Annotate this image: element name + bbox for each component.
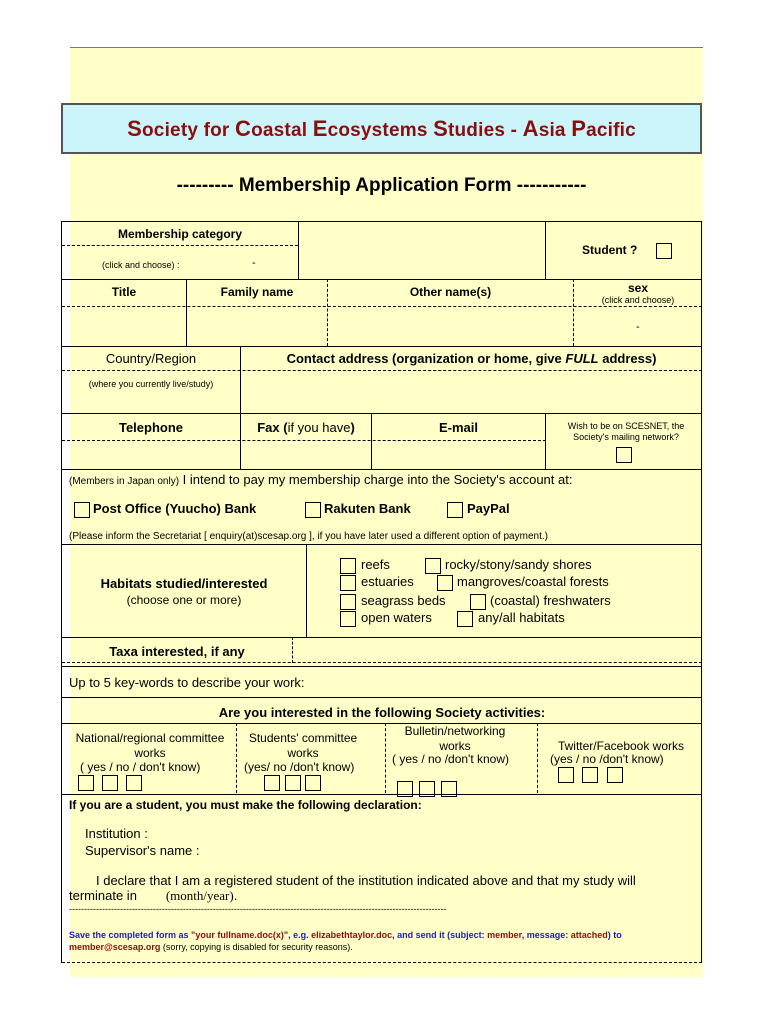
student-checkbox[interactable] [656, 243, 672, 259]
habitat-checkbox[interactable] [437, 575, 453, 591]
dashed-rule [62, 245, 298, 246]
keywords-label: Up to 5 key-words to describe your work: [69, 675, 305, 690]
row-border [61, 413, 702, 414]
cell-border [385, 723, 386, 793]
declaration-heading: If you are a student, you must make the following declaration: [69, 798, 422, 812]
family-name-label: Family name [220, 285, 294, 299]
society-name [127, 116, 636, 142]
telephone-label: Telephone [118, 420, 184, 435]
cell-border [186, 279, 187, 346]
habitat-label: mangroves/coastal forests [457, 574, 609, 589]
society-name-part: S [433, 115, 448, 141]
footer-text: , and send it (subject: [392, 930, 488, 940]
row-border [61, 544, 702, 545]
row-border [61, 346, 702, 347]
row-border [61, 469, 702, 470]
habitat-label: reefs [361, 557, 390, 572]
habitat-checkbox[interactable] [340, 575, 356, 591]
footer-text: ) to [607, 930, 622, 940]
society-name-part: tudies - [447, 119, 523, 141]
habitat-label: estuaries [361, 574, 414, 589]
habitat-label: seagrass beds [361, 593, 446, 608]
payment-intro-text: I intend to pay my membership charge into the Society's account at: [179, 472, 573, 487]
row-border [61, 723, 702, 724]
institution-label: Institution : [85, 826, 148, 841]
activity-social: Twitter/Facebook works [557, 739, 685, 753]
membership-category-hint: (click and choose) : [102, 260, 180, 270]
dashed-rule [62, 662, 702, 663]
activity-students-options: (yes/ no /don't know) [244, 760, 355, 774]
row-border [61, 279, 702, 280]
contact-address-text: address) [598, 351, 657, 366]
scesnet-label: Wish to be on SCESNET, the Society's mailing network? [567, 421, 685, 442]
habitat-checkbox[interactable] [457, 611, 473, 627]
activity-students: Students' committee works [248, 731, 358, 760]
activity-checkbox[interactable] [102, 775, 118, 791]
form-title: --------- Membership Application Form ----------- [176, 175, 587, 196]
society-name-part: cosystems [327, 119, 434, 141]
society-name-part: sia [538, 119, 572, 141]
cell-border [545, 221, 546, 279]
activities-question: Are you interested in the following Society activities: [218, 705, 546, 720]
activity-social-options: (yes / no /don't know) [550, 752, 664, 766]
society-name-part: ociety for [142, 119, 235, 141]
cell-border [236, 723, 237, 793]
fax-text: ) [350, 420, 355, 435]
society-name-part: A [522, 115, 539, 141]
habitat-label: (coastal) freshwaters [490, 593, 611, 608]
footer-instructions [69, 929, 699, 953]
membership-category-value[interactable]: - [252, 257, 256, 269]
activity-checkbox[interactable] [285, 775, 301, 791]
taxa-label: Taxa interested, if any [109, 644, 245, 659]
payment-note: (Please inform the Secretariat [ enquiry(at)scesap.org ], if you have later used a different option of payment.) [69, 531, 548, 542]
activity-national-options: ( yes / no / don't know) [80, 760, 201, 774]
habitat-label: rocky/stony/sandy shores [445, 557, 592, 572]
habitat-label: any/all habitats [478, 610, 565, 625]
declaration-period: . [233, 888, 238, 903]
footer-text: elizabethtaylor.doc [311, 930, 393, 940]
membership-category-label: Membership category [117, 227, 243, 241]
dashed-rule [62, 962, 702, 963]
cell-border [306, 544, 307, 637]
supervisor-label: Supervisor's name : [85, 843, 200, 858]
sex-hint: (click and choose) [601, 295, 675, 305]
activity-checkbox[interactable] [582, 767, 598, 783]
cell-border [298, 221, 299, 279]
contact-address-emphasis: FULL [565, 351, 599, 366]
row-border [61, 637, 702, 638]
contact-address-text: Contact address (organization or home, give [286, 351, 566, 366]
other-names-label: Other name(s) [409, 285, 492, 299]
habitat-checkbox[interactable] [340, 558, 356, 574]
footer-text: attached [570, 930, 608, 940]
row-border [61, 666, 702, 667]
payment-option-checkbox[interactable] [305, 502, 321, 518]
declaration-rule: ------------------------------------------------------------------------------------------------------------------------------ [69, 904, 447, 914]
habitats-hint: (choose one or more) [126, 593, 242, 607]
sex-value[interactable]: - [636, 321, 640, 333]
society-name-part: E [312, 115, 328, 141]
activity-checkbox[interactable] [126, 775, 142, 791]
habitat-label: open waters [361, 610, 432, 625]
activity-checkbox[interactable] [305, 775, 321, 791]
activity-national: National/regional committee works [75, 731, 225, 760]
row-border [61, 794, 702, 795]
habitat-checkbox[interactable] [425, 558, 441, 574]
activity-bulletin: Bulletin/networking works [404, 724, 506, 753]
society-name-part: C [235, 115, 252, 141]
society-banner [61, 103, 702, 154]
habitat-checkbox[interactable] [340, 611, 356, 627]
cell-border [537, 723, 538, 793]
footer-text: (sorry, copying is disabled for security reasons). [160, 942, 353, 952]
payment-option-checkbox[interactable] [447, 502, 463, 518]
activity-checkbox[interactable] [607, 767, 623, 783]
habitat-checkbox[interactable] [340, 594, 356, 610]
cell-border [292, 637, 293, 663]
row-border [61, 697, 702, 698]
society-name-part: oastal [251, 119, 313, 141]
footer-text: , e.g. [288, 930, 312, 940]
fax-label [241, 420, 371, 435]
payment-option-label: Rakuten Bank [324, 501, 411, 516]
footer-text: , message: [521, 930, 571, 940]
society-name-part: S [127, 115, 142, 141]
cell-border [327, 279, 328, 346]
sex-label: sex [627, 281, 649, 295]
habitat-checkbox[interactable] [470, 594, 486, 610]
activity-checkbox[interactable] [558, 767, 574, 783]
declaration-statement [69, 873, 689, 903]
scesnet-checkbox[interactable] [616, 447, 632, 463]
cell-border [371, 413, 372, 469]
footer-text: member [487, 930, 522, 940]
dashed-rule [62, 370, 702, 371]
payment-intro-note: (Members in Japan only) [69, 476, 180, 487]
society-name-part: P [571, 115, 587, 141]
cell-border [573, 279, 574, 346]
payment-option-checkbox[interactable] [74, 502, 90, 518]
activity-bulletin-options: ( yes / no /don't know) [392, 752, 510, 766]
cell-border [240, 346, 241, 413]
footer-text: "your fullname.doc(x)" [191, 930, 289, 940]
footer-text: Save the completed form as [69, 930, 192, 940]
email-label: E-mail [438, 420, 478, 435]
contact-address-label [241, 351, 702, 366]
footer-email[interactable]: member@scesap.org [69, 942, 161, 952]
page-top-rule [70, 47, 703, 48]
country-hint: (where you currently live/study) [88, 379, 214, 389]
declaration-month-year: (month/year) [165, 888, 234, 903]
payment-option-label: Post Office (Yuucho) Bank [93, 501, 257, 516]
payment-intro [69, 472, 572, 487]
fax-text: if you have [287, 420, 351, 435]
dashed-rule [62, 440, 546, 441]
dashed-rule [62, 306, 702, 307]
cell-border [240, 413, 241, 469]
society-name-part: acific [586, 119, 636, 141]
title-label: Title [111, 285, 137, 299]
country-label: Country/Region [105, 351, 197, 366]
habitats-label: Habitats studied/interested [100, 576, 268, 591]
declaration-statement-text: I declare that I am a registered student of the institution indicated above and that my study will terminate in [69, 873, 636, 903]
fax-text: Fax ( [257, 420, 288, 435]
activity-checkbox[interactable] [78, 775, 94, 791]
payment-option-label: PayPal [467, 501, 510, 516]
student-label: Student ? [582, 243, 638, 257]
cell-border [545, 413, 546, 469]
activity-checkbox[interactable] [264, 775, 280, 791]
